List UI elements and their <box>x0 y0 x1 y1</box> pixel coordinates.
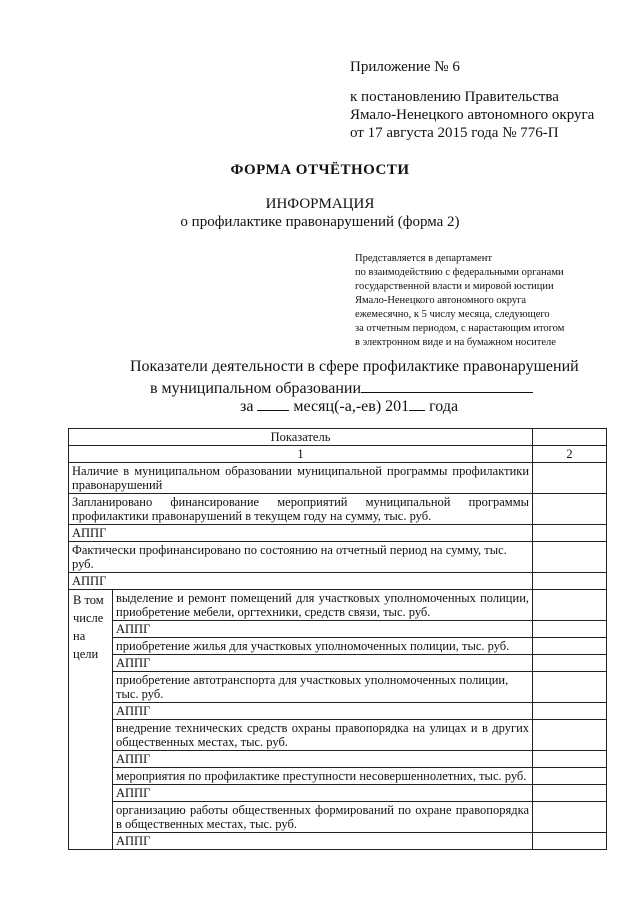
value-cell[interactable] <box>533 672 607 703</box>
sub-row: организацию работы общественных формирований по охране правопорядка в общественных местах, тыс. руб. <box>113 802 533 833</box>
row-appg: АППГ <box>69 525 533 542</box>
period-line <box>240 396 458 416</box>
value-cell[interactable] <box>533 768 607 785</box>
value-cell[interactable] <box>533 785 607 802</box>
header-value <box>533 429 607 446</box>
form-title: ФОРМА ОТЧЁТНОСТИ <box>230 162 410 178</box>
value-cell[interactable] <box>533 638 607 655</box>
note-line: за отчетным периодом, с нарастающим итогом <box>355 323 565 334</box>
table-row <box>69 802 607 833</box>
appendix-block <box>350 58 630 142</box>
value-cell[interactable] <box>533 463 607 494</box>
period-months-label: месяц(-а,-ев) 201 <box>293 398 410 415</box>
value-cell[interactable] <box>533 590 607 621</box>
info-subtitle: о профилактике правонарушений (форма 2) <box>180 214 460 230</box>
note-line: Представляется в департамент <box>355 253 492 264</box>
column-number-2: 2 <box>533 446 607 463</box>
value-cell[interactable] <box>533 525 607 542</box>
municipality-label: в муниципальном образовании <box>150 380 361 397</box>
table-row <box>69 638 607 655</box>
table-row <box>69 672 607 703</box>
sub-row: приобретение жилья для участковых уполномоченных полиции, тыс. руб. <box>113 638 533 655</box>
header-indicator: Показатель <box>69 429 533 446</box>
sub-row-appg: АППГ <box>113 833 533 850</box>
year-blank[interactable] <box>409 396 425 411</box>
value-cell[interactable] <box>533 573 607 590</box>
value-cell[interactable] <box>533 494 607 525</box>
appendix-line-2: к постановлению Правительства <box>350 89 559 105</box>
period-prefix: за <box>240 398 254 415</box>
table-row <box>69 573 607 590</box>
sub-row-appg: АППГ <box>113 621 533 638</box>
value-cell[interactable] <box>533 621 607 638</box>
table-row <box>69 494 607 525</box>
table-row <box>69 463 607 494</box>
period-year-label: года <box>429 398 459 415</box>
note-line: государственной власти и мировой юстиции <box>355 281 554 292</box>
value-cell[interactable] <box>533 720 607 751</box>
sub-row: выделение и ремонт помещений для участковых уполномоченных полиции, приобретение мебели, оргтехники, средств связи, тыс. руб. <box>113 590 533 621</box>
row-program: Наличие в муниципальном образовании муниципальной программы профилактики правонарушений <box>69 463 533 494</box>
indicators-table <box>68 428 607 850</box>
table-row <box>69 655 607 672</box>
value-cell[interactable] <box>533 833 607 850</box>
municipality-blank[interactable] <box>361 378 533 393</box>
value-cell[interactable] <box>533 655 607 672</box>
table-row <box>69 525 607 542</box>
sub-row: внедрение технических средств охраны правопорядка на улицах и в других общественных местах, тыс. руб. <box>113 720 533 751</box>
table-row <box>69 751 607 768</box>
appendix-number: Приложение № 6 <box>350 59 460 75</box>
indicators-heading: Показатели деятельности в сфере профилактике правонарушений <box>130 358 579 375</box>
months-blank[interactable] <box>257 396 289 411</box>
row-appg: АППГ <box>69 573 533 590</box>
column-number-1: 1 <box>69 446 533 463</box>
table-row <box>69 590 607 621</box>
table-row <box>69 768 607 785</box>
sub-row: приобретение автотранспорта для участковых уполномоченных полиции, тыс. руб. <box>113 672 533 703</box>
value-cell[interactable] <box>533 542 607 573</box>
row-actual: Фактически профинансировано по состоянию на отчетный период на сумму, тыс. руб. <box>69 542 533 573</box>
appendix-line-3: Ямало-Ненецкого автономного округа <box>350 107 595 123</box>
table-row <box>69 542 607 573</box>
info-title: ИНФОРМАЦИЯ <box>265 196 375 212</box>
value-cell[interactable] <box>533 802 607 833</box>
table-row <box>69 621 607 638</box>
side-label: В том числе на цели <box>69 590 113 850</box>
table-header-row <box>69 429 607 446</box>
table-number-row <box>69 446 607 463</box>
sub-row: мероприятия по профилактике преступности несовершеннолетних, тыс. руб. <box>113 768 533 785</box>
value-cell[interactable] <box>533 751 607 768</box>
sub-row-appg: АППГ <box>113 655 533 672</box>
table-row <box>69 703 607 720</box>
table-row <box>69 720 607 751</box>
sub-row-appg: АППГ <box>113 703 533 720</box>
table-row <box>69 785 607 802</box>
note-line: в электронном виде и на бумажном носителе <box>355 337 556 348</box>
sub-row-appg: АППГ <box>113 751 533 768</box>
row-planned: Запланировано финансирование мероприятий муниципальной программы профилактики правонарушений в текущем году на сумму, тыс. руб. <box>69 494 533 525</box>
municipality-line <box>150 378 533 398</box>
note-line: Ямало-Ненецкого автономного округа <box>355 295 527 306</box>
sub-row-appg: АППГ <box>113 785 533 802</box>
value-cell[interactable] <box>533 703 607 720</box>
table-row <box>69 833 607 850</box>
note-line: по взаимодействию с федеральными органами <box>355 267 564 278</box>
submission-note <box>355 252 615 350</box>
note-line: ежемесячно, к 5 числу месяца, следующего <box>355 309 550 320</box>
appendix-line-4: от 17 августа 2015 года № 776-П <box>350 125 559 141</box>
